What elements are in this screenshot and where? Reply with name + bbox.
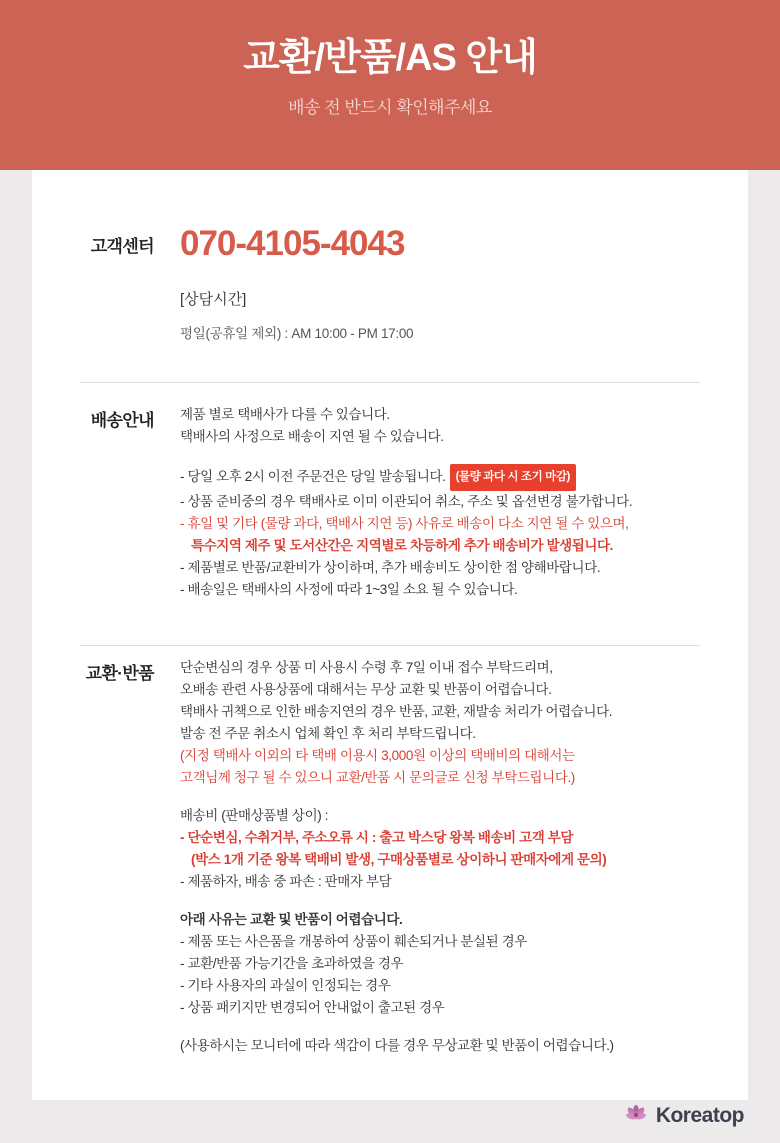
shipping-line-4: - 제품별로 반품/교환비가 상이하며, 추가 배송비도 상이한 점 양해바랍니다. xyxy=(180,560,601,575)
exchange-reason-2: - 교환/반품 가능기간을 초과하였을 경우 xyxy=(180,956,404,971)
exchange-fee-red-1: - 단순변심, 수취거부, 주소오류 시 : 출고 박스당 왕복 배송비 고객 부담 xyxy=(180,830,574,845)
customer-center-hours-title: [상담시간] xyxy=(180,291,247,308)
shipping-line-2: - 상품 준비중의 경우 택배사로 이미 이관되어 취소, 주소 및 옵션변경 불가합니다. xyxy=(180,494,633,509)
shipping-label: 배송안내 xyxy=(90,411,154,430)
exchange-reason-4: - 상품 패키지만 변경되어 안내없이 출고된 경우 xyxy=(180,1000,445,1015)
brand-name: Koreatop xyxy=(655,1104,744,1127)
exchange-para1-4: 발송 전 주문 취소시 업체 확인 후 처리 부탁드립니다. xyxy=(180,726,476,741)
shipping-cutoff-badge: (물량 과다 시 조기 마감) xyxy=(450,464,576,491)
exchange-reason-1: - 제품 또는 사은품을 개봉하여 상품이 훼손되거나 분실된 경우 xyxy=(180,934,527,949)
shipping-line-3b: 특수지역 제주 및 도서산간은 지역별로 차등하게 추가 배송비가 발생됩니다. xyxy=(191,538,614,553)
shipping-line-1 xyxy=(180,464,718,491)
section-shipping xyxy=(32,342,748,601)
exchange-fee-red-2: (박스 1개 기준 왕복 택배비 발생, 구매상품별로 상이하니 판매자에게 문의) xyxy=(191,852,607,867)
shipping-line-3a: - 휴일 및 기타 (물량 과다, 택배사 지연 등) 사유로 배송이 다소 지연 될 수 있으며, xyxy=(180,516,629,531)
exchange-para1-red-1: (지정 택배사 이외의 타 택배 이용시 3,000원 이상의 택배비의 대해서는 xyxy=(180,748,575,763)
exchange-para1-3: 택배사 귀책으로 인한 배송지연의 경우 반품, 교환, 재발송 처리가 어렵습니다. xyxy=(180,704,613,719)
exchange-reasons-title: 아래 사유는 교환 및 반품이 어렵습니다. xyxy=(180,912,403,927)
page-title: 교환/반품/AS 안내 xyxy=(243,37,537,79)
page-header xyxy=(0,0,780,170)
lotus-flower-icon xyxy=(623,1103,649,1129)
customer-center-phone: 070-4105-4043 xyxy=(180,224,405,263)
shipping-intro-1: 제품 별로 택배사가 다를 수 있습니다. xyxy=(180,407,390,422)
section-customer-center xyxy=(32,170,748,342)
exchange-reason-3: - 기타 사용자의 과실이 인정되는 경우 xyxy=(180,978,391,993)
exchange-label: 교환·반품 xyxy=(85,664,154,683)
exchange-fee-line-3: - 제품하자, 배송 중 파손 : 판매자 부담 xyxy=(180,874,392,889)
exchange-para1-red-2: 고객님께 청구 될 수 있으니 교환/반품 시 문의글로 신청 부탁드립니다.) xyxy=(180,770,575,785)
shipping-line-1-text: - 당일 오후 2시 이전 주문건은 당일 발송됩니다. xyxy=(180,469,446,484)
content-card xyxy=(32,170,748,1100)
exchange-fee-title: 배송비 (판매상품별 상이) : xyxy=(180,808,329,823)
page-subtitle: 배송 전 반드시 확인해주세요 xyxy=(288,97,492,117)
exchange-para1-1: 단순변심의 경우 상품 미 사용시 수령 후 7일 이내 접수 부탁드리며, xyxy=(180,660,553,675)
footer-brand xyxy=(623,1103,744,1129)
exchange-para1-2: 오배송 관련 사용상품에 대해서는 무상 교환 및 반품이 어렵습니다. xyxy=(180,682,552,697)
shipping-intro-2: 택배사의 사정으로 배송이 지연 될 수 있습니다. xyxy=(180,429,444,444)
exchange-monitor-note: (사용하시는 모니터에 따라 색감이 다를 경우 무상교환 및 반품이 어렵습니다.) xyxy=(180,1038,614,1053)
customer-center-label: 고객센터 xyxy=(90,237,154,256)
customer-center-hours: 평일(공휴일 제외) : AM 10:00 - PM 17:00 xyxy=(180,326,414,341)
section-exchange-return xyxy=(32,601,748,1057)
shipping-line-5: - 배송일은 택배사의 사정에 따라 1~3일 소요 될 수 있습니다. xyxy=(180,582,518,597)
